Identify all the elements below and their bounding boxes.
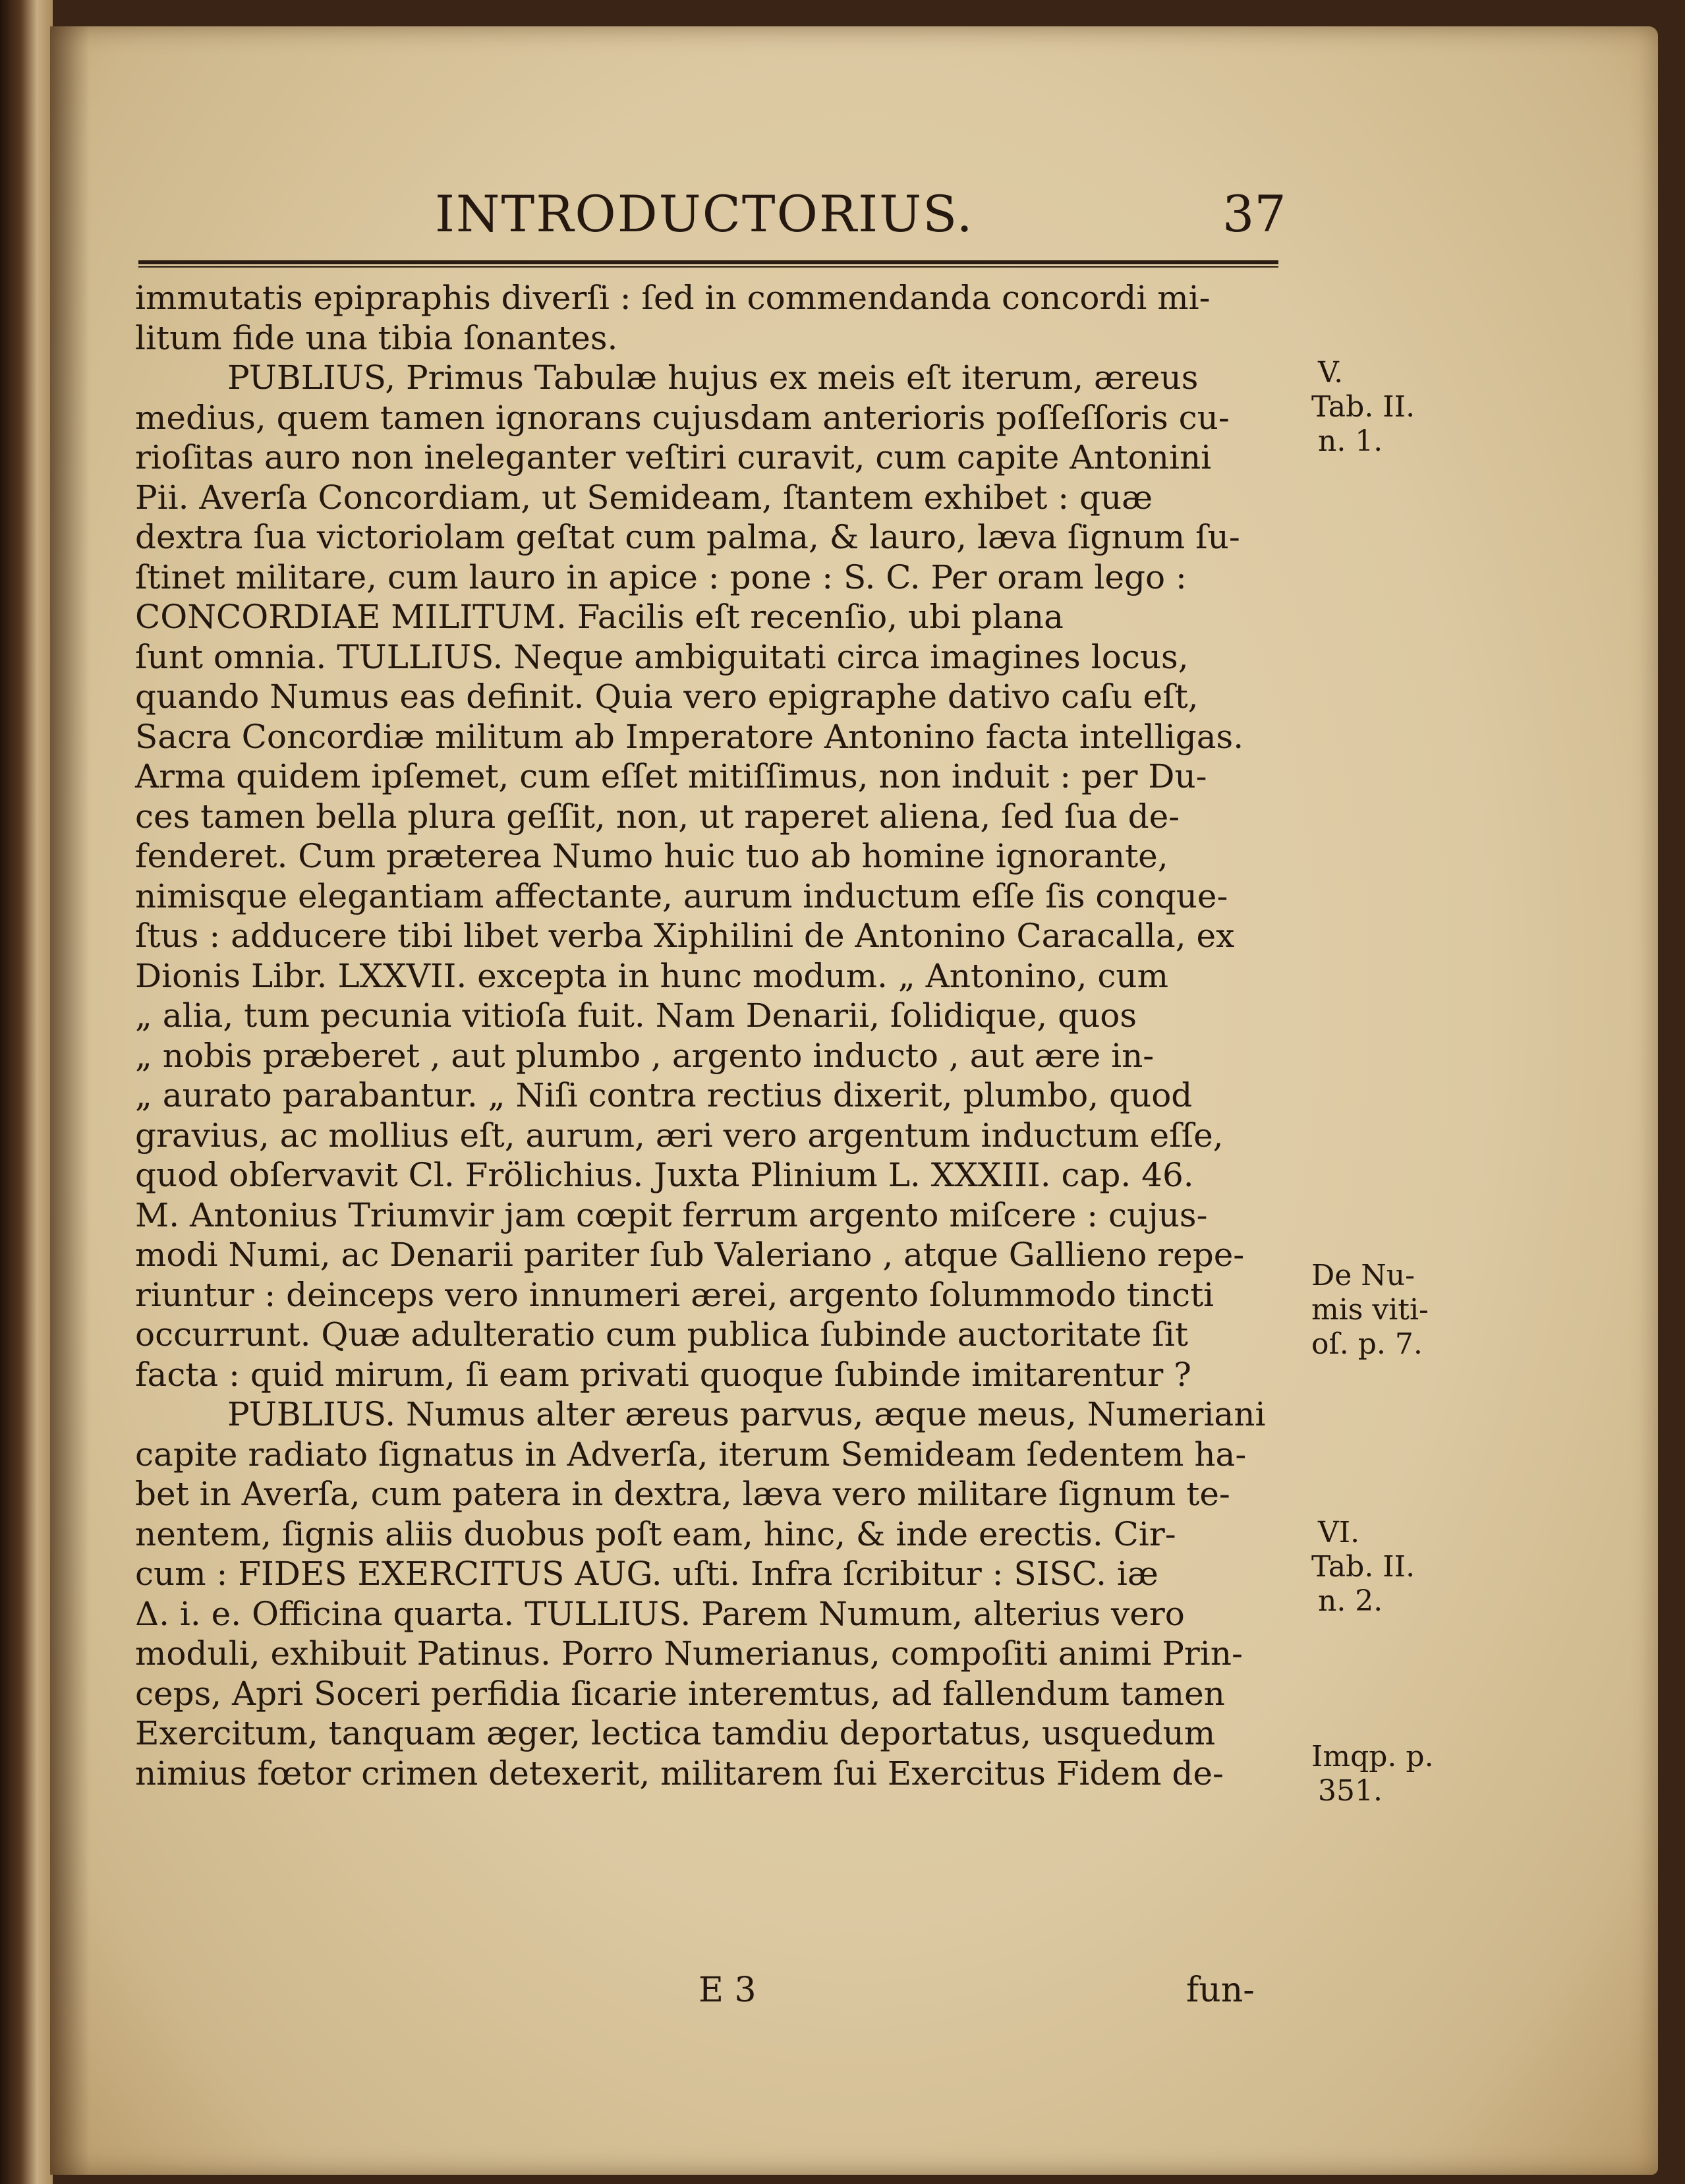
text-line: Dionis Libr. LXXVII. excepta in hunc modum. „ Antonino, cum <box>135 956 1169 995</box>
text-line: ſunt omnia. TULLIUS. Neque ambiguitati circa imagines locus, <box>135 637 1189 676</box>
text-line: M. Antonius Triumvir jam cœpit ferrum argento miſcere : cujus- <box>135 1195 1208 1234</box>
page-header <box>435 185 1292 257</box>
margin-note-line: n. 2. <box>1318 1584 1383 1618</box>
margin-note-tab-ii-2 <box>1311 1516 1415 1619</box>
margin-note-line: mis viti- <box>1311 1293 1429 1327</box>
text-line: „ nobis præberet , aut plumbo , argento inducto , aut ære in- <box>135 1036 1155 1075</box>
text-line: litum fide una tibia ſonantes. <box>135 318 618 357</box>
text-line: „ aurato parabantur. „ Niſi contra rectius dixerit, plumbo, quod <box>135 1076 1193 1114</box>
text-line: nentem, ſignis aliis duobus poſt eam, hinc, & inde erectis. Cir- <box>135 1514 1176 1553</box>
text-line: medius, quem tamen ignorans cujusdam anterioris poſſeſſoris cu- <box>135 398 1230 437</box>
margin-note-line: VI. <box>1318 1516 1360 1549</box>
text-line: facta : quid mirum, ſi eam privati quoque ſubinde imitarentur ? <box>135 1355 1191 1394</box>
text-line: ces tamen bella plura geſſit, non, ut raperet aliena, ſed ſua de- <box>135 797 1180 836</box>
text-line: ſtinet militare, cum lauro in apice : pone : S. C. Per oram lego : <box>135 558 1187 596</box>
text-line: ſtus : adducere tibi libet verba Xiphilini de Antonino Caracalla, ex <box>135 917 1235 955</box>
text-line: gravius, ac mollius eſt, aurum, æri vero argentum inductum eſſe, <box>135 1116 1224 1155</box>
page-number: 37 <box>1222 185 1286 243</box>
text-line: quando Numus eas definit. Quia vero epigraphe dativo caſu eſt, <box>135 677 1199 716</box>
text-line: nimius fœtor crimen detexerit, militarem ſui Exercitus Fidem de- <box>135 1754 1224 1793</box>
text-line: occurrunt. Quæ adulteratio cum publica ſubinde auctoritate ſit <box>135 1315 1188 1354</box>
text-line: Δ. i. e. Officina quarta. TULLIUS. Parem Numum, alterius vero <box>135 1594 1185 1633</box>
text-line: bet in Averſa, cum patera in dextra, læva vero militare ſignum te- <box>135 1475 1230 1513</box>
text-line: CONCORDIAE MILITUM. Facilis eſt recenſio, ubi plana <box>135 598 1064 636</box>
text-line: quod obſervavit Cl. Frölichius. Juxta Plinium L. XXXIII. cap. 46. <box>135 1156 1194 1194</box>
text-line: riuntur : deinceps vero innumeri ærei, argento ſolummodo tincti <box>135 1275 1214 1314</box>
catchword: fun- <box>1186 1970 1255 2010</box>
margin-note-imqp <box>1311 1740 1434 1808</box>
text-line: immutatis epipraphis diverſi : ſed in commendanda concordi mi- <box>135 279 1211 317</box>
gutter-shadow <box>50 26 90 2175</box>
margin-note-line: 351. <box>1318 1774 1383 1808</box>
text-line: nimisque elegantiam affectante, aurum inductum eſſe ſis conque- <box>135 876 1228 915</box>
text-line: PUBLIUS. Numus alter æreus parvus, æque meus, Numeriani <box>227 1395 1266 1433</box>
margin-note-line: V. <box>1318 356 1344 389</box>
margin-note-line: De Nu- <box>1311 1259 1415 1292</box>
text-line: „ alia, tum pecunia vitioſa fuit. Nam Denarii, ſolidique, quos <box>135 996 1137 1035</box>
margin-note-line: Tab. II. <box>1311 1550 1415 1584</box>
text-line: cum : FIDES EXERCITUS AUG. uſti. Infra ſcribitur : SISC. iæ <box>135 1555 1158 1593</box>
text-line: Sacra Concordiæ militum ab Imperatore Antonino facta intelligas. <box>135 717 1244 756</box>
body-text <box>135 278 1308 1793</box>
text-line: capite radiato ſignatus in Adverſa, iterum Semideam ſedentem ha- <box>135 1435 1247 1474</box>
text-line: Pii. Averſa Concordiam, ut Semideam, ſtantem exhibet : quæ <box>135 478 1153 517</box>
text-line: fenderet. Cum præterea Numo huic tuo ab homine ignorante, <box>135 837 1168 875</box>
text-line: moduli, exhibuit Patinus. Porro Numerianus, compoſiti animi Prin- <box>135 1634 1243 1673</box>
running-title: INTRODUCTORIUS. <box>435 185 974 243</box>
margin-note-de-numis <box>1311 1259 1429 1362</box>
text-line: rioſitas auro non ineleganter veſtiri curavit, cum capite Antonini <box>135 438 1212 476</box>
text-line: Exercitum, tanquam æger, lectica tamdiu deportatus, usquedum <box>135 1714 1216 1752</box>
margin-note-tab-ii-1 <box>1311 356 1415 459</box>
margin-note-line: Imqp. p. <box>1311 1740 1434 1773</box>
text-line: modi Numi, ac Denarii pariter ſub Valeriano , atque Gallieno repe- <box>135 1236 1245 1274</box>
margin-note-line: Tab. II. <box>1311 390 1415 424</box>
header-rule <box>138 260 1278 268</box>
text-line: Arma quidem ipſemet, cum eſſet mitiſſimus, non induit : per Du- <box>135 757 1207 795</box>
left-page-edge <box>0 0 53 2184</box>
text-line: PUBLIUS, Primus Tabulæ hujus ex meis eſt iterum, æreus <box>227 359 1199 397</box>
text-line: dextra ſua victoriolam geſtat cum palma, & lauro, læva ſignum ſu- <box>135 518 1240 556</box>
text-line: ceps, Apri Soceri perfidia ſicarie interemtus, ad fallendum tamen <box>135 1674 1225 1713</box>
signature-mark: E 3 <box>699 1970 757 2010</box>
margin-note-line: oſ. p. 7. <box>1311 1327 1423 1361</box>
margin-note-line: n. 1. <box>1318 424 1383 458</box>
